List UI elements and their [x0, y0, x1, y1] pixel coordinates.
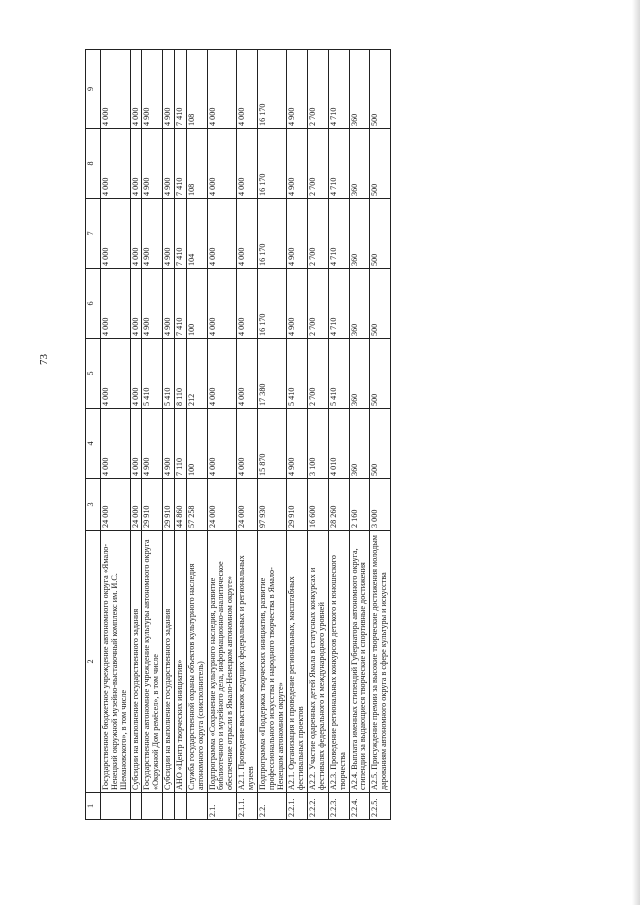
row-value: 4 000 — [130, 339, 142, 409]
row-value: 4 000 — [130, 199, 142, 269]
row-value: 104 — [186, 199, 207, 269]
row-value: 500 — [370, 199, 391, 269]
row-value: 4 900 — [142, 50, 163, 129]
row-value: 15 870 — [257, 409, 287, 479]
row-value: 44 860 — [175, 479, 187, 531]
table-row — [237, 50, 258, 820]
column-header: 9 — [86, 50, 101, 129]
row-name: Подпрограмма «Поддержка творческих инициатив, развитие профессионального искусства и народного творчества в Ямало-Ненецком автономном округе» — [257, 531, 287, 793]
row-value: 360 — [349, 339, 370, 409]
row-value: 16 170 — [257, 129, 287, 199]
page-number: 73 — [38, 354, 50, 365]
row-value: 16 600 — [308, 479, 329, 531]
row-value: 4 000 — [101, 50, 131, 129]
row-code — [130, 793, 142, 820]
row-value: 4 000 — [237, 409, 258, 479]
row-value: 4 000 — [207, 199, 237, 269]
row-value: 4 000 — [237, 339, 258, 409]
row-value: 7 410 — [175, 50, 187, 129]
table-row — [101, 50, 131, 820]
row-value: 24 000 — [130, 479, 142, 531]
row-value: 500 — [370, 129, 391, 199]
row-code: 2.1. — [207, 793, 237, 820]
row-code: 2.2.3. — [328, 793, 349, 820]
row-value: 4 000 — [101, 269, 131, 339]
column-header: 2 — [86, 531, 101, 793]
row-code — [163, 793, 175, 820]
table-row — [142, 50, 163, 820]
row-value: 212 — [186, 339, 207, 409]
row-code: 2.1.1. — [237, 793, 258, 820]
row-value: 24 000 — [101, 479, 131, 531]
table-row — [130, 50, 142, 820]
row-value: 7 410 — [175, 199, 187, 269]
row-value: 4 000 — [237, 129, 258, 199]
row-value: 4 010 — [328, 409, 349, 479]
row-value: 2 700 — [308, 199, 329, 269]
row-value: 4 900 — [163, 50, 175, 129]
row-value: 5 410 — [287, 339, 308, 409]
row-value: 4 000 — [207, 339, 237, 409]
row-value: 4 900 — [142, 269, 163, 339]
row-value: 5 410 — [142, 339, 163, 409]
table-row — [328, 50, 349, 820]
row-value: 4 710 — [328, 199, 349, 269]
row-value: 4 900 — [163, 269, 175, 339]
row-code: 2.2.1. — [287, 793, 308, 820]
row-code: 2.2. — [257, 793, 287, 820]
column-header: 3 — [86, 479, 101, 531]
row-name: Субсидии на выполнение государственного задания — [163, 531, 175, 793]
row-value: 29 910 — [142, 479, 163, 531]
row-value: 7 110 — [175, 409, 187, 479]
row-value: 57 258 — [186, 479, 207, 531]
row-value: 8 110 — [175, 339, 187, 409]
row-value: 4 900 — [287, 199, 308, 269]
row-value: 24 000 — [237, 479, 258, 531]
row-value: 4 000 — [207, 269, 237, 339]
row-value: 4 900 — [142, 199, 163, 269]
row-value: 2 700 — [308, 339, 329, 409]
row-value: 360 — [349, 409, 370, 479]
row-value: 4 000 — [101, 129, 131, 199]
row-value: 3 000 — [370, 479, 391, 531]
row-value: 360 — [349, 199, 370, 269]
table-row — [287, 50, 308, 820]
row-name: А2.2. Участие одаренных детей Ямала в статусных конкурсах и фестивалях федерального и международного уровней — [308, 531, 329, 793]
row-code — [186, 793, 207, 820]
row-value: 4 000 — [207, 50, 237, 129]
table-row — [257, 50, 287, 820]
row-value: 2 160 — [349, 479, 370, 531]
row-code: 2.2.2. — [308, 793, 329, 820]
table-row — [175, 50, 187, 820]
row-value: 4 900 — [142, 129, 163, 199]
row-value: 5 410 — [328, 339, 349, 409]
row-value: 108 — [186, 129, 207, 199]
row-value: 4 710 — [328, 50, 349, 129]
table-row — [370, 50, 391, 820]
row-name: Субсидии на выполнение государственного задания — [130, 531, 142, 793]
table-row — [308, 50, 329, 820]
row-name: Государственное бюджетное учреждение автономного округа «Ямало-Ненецкий окружной музейно-выставочный комплекс им. И.С. Шемановского», в том числе — [101, 531, 131, 793]
row-value: 7 410 — [175, 129, 187, 199]
row-value: 4 900 — [287, 269, 308, 339]
row-value: 4 000 — [130, 409, 142, 479]
row-value: 100 — [186, 269, 207, 339]
row-value: 29 910 — [287, 479, 308, 531]
row-value: 500 — [370, 50, 391, 129]
row-value: 4 000 — [207, 129, 237, 199]
row-value: 17 380 — [257, 339, 287, 409]
table-row — [186, 50, 207, 820]
row-name: А2.1. Проведение выставок ведущих федеральных и региональных музеев — [237, 531, 258, 793]
column-header: 7 — [86, 199, 101, 269]
row-value: 97 930 — [257, 479, 287, 531]
row-name: АНО «Центр творческих инициатив» — [175, 531, 187, 793]
row-value: 100 — [186, 409, 207, 479]
row-code: 2.2.4. — [349, 793, 370, 820]
rotated-page — [85, 50, 560, 820]
row-value: 4 000 — [101, 409, 131, 479]
row-value: 4 000 — [130, 50, 142, 129]
row-value: 4 000 — [130, 129, 142, 199]
row-code — [175, 793, 187, 820]
row-name: А2.5. Присуждение премии за высокие творческие достижения молодым дарованиям автономного округа в сфере культуры и искусства — [370, 531, 391, 793]
row-value: 4 000 — [101, 199, 131, 269]
column-header: 1 — [86, 793, 101, 820]
row-code — [142, 793, 163, 820]
row-value: 4 000 — [237, 269, 258, 339]
column-header: 4 — [86, 409, 101, 479]
row-value: 2 700 — [308, 50, 329, 129]
row-value: 4 900 — [163, 199, 175, 269]
row-value: 4 000 — [101, 339, 131, 409]
row-value: 16 170 — [257, 199, 287, 269]
budget-table — [85, 49, 391, 820]
row-value: 4 900 — [287, 409, 308, 479]
row-name: Подпрограмма «Сохранение культурного наследия, развитие библиотечного и музейного дела, информационно-аналитическое обеспечение отрасли в Ямало-Ненецком автономном округе» — [207, 531, 237, 793]
scan-shadow — [632, 0, 640, 905]
table-row — [207, 50, 237, 820]
row-value: 29 910 — [163, 479, 175, 531]
row-value: 4 710 — [328, 269, 349, 339]
row-value: 16 170 — [257, 269, 287, 339]
row-value: 7 410 — [175, 269, 187, 339]
header-row — [86, 50, 101, 820]
row-value: 2 700 — [308, 129, 329, 199]
row-value: 4 000 — [237, 199, 258, 269]
row-name: Государственное автономное учреждение культуры автономного округа «Окружной Дом ремёсел», в том числе — [142, 531, 163, 793]
row-value: 500 — [370, 269, 391, 339]
row-name: А2.1. Организация и проведение региональных, масштабных фестивальных проектов — [287, 531, 308, 793]
table-row — [349, 50, 370, 820]
row-value: 16 170 — [257, 50, 287, 129]
row-value: 3 100 — [308, 409, 329, 479]
row-value: 360 — [349, 269, 370, 339]
row-value: 360 — [349, 50, 370, 129]
row-name: Служба государственной охраны объектов культурного наследия автономного округа (соисполнитель) — [186, 531, 207, 793]
row-value: 5 410 — [163, 339, 175, 409]
row-value: 2 700 — [308, 269, 329, 339]
row-value: 500 — [370, 339, 391, 409]
row-value: 4 900 — [287, 50, 308, 129]
row-name: А2.4. Выплата именных стипендий Губернатора автономного округа, стипендии за выдающиеся творческие и спортивные достижения — [349, 531, 370, 793]
row-name: А2.3. Проведение региональных конкурсов детского и юношеского творчества — [328, 531, 349, 793]
row-value: 4 900 — [287, 129, 308, 199]
row-value: 4 710 — [328, 129, 349, 199]
row-value: 24 000 — [207, 479, 237, 531]
row-value: 360 — [349, 129, 370, 199]
column-header: 6 — [86, 269, 101, 339]
row-value: 4 000 — [130, 269, 142, 339]
column-header: 5 — [86, 339, 101, 409]
row-value: 4 000 — [207, 409, 237, 479]
row-value: 500 — [370, 409, 391, 479]
row-code — [101, 793, 131, 820]
row-value: 4 000 — [237, 50, 258, 129]
table-row — [163, 50, 175, 820]
row-value: 28 260 — [328, 479, 349, 531]
row-value: 4 900 — [163, 129, 175, 199]
row-value: 4 900 — [163, 409, 175, 479]
row-value: 108 — [186, 50, 207, 129]
row-value: 4 900 — [142, 409, 163, 479]
row-code: 2.2.5. — [370, 793, 391, 820]
column-header: 8 — [86, 129, 101, 199]
